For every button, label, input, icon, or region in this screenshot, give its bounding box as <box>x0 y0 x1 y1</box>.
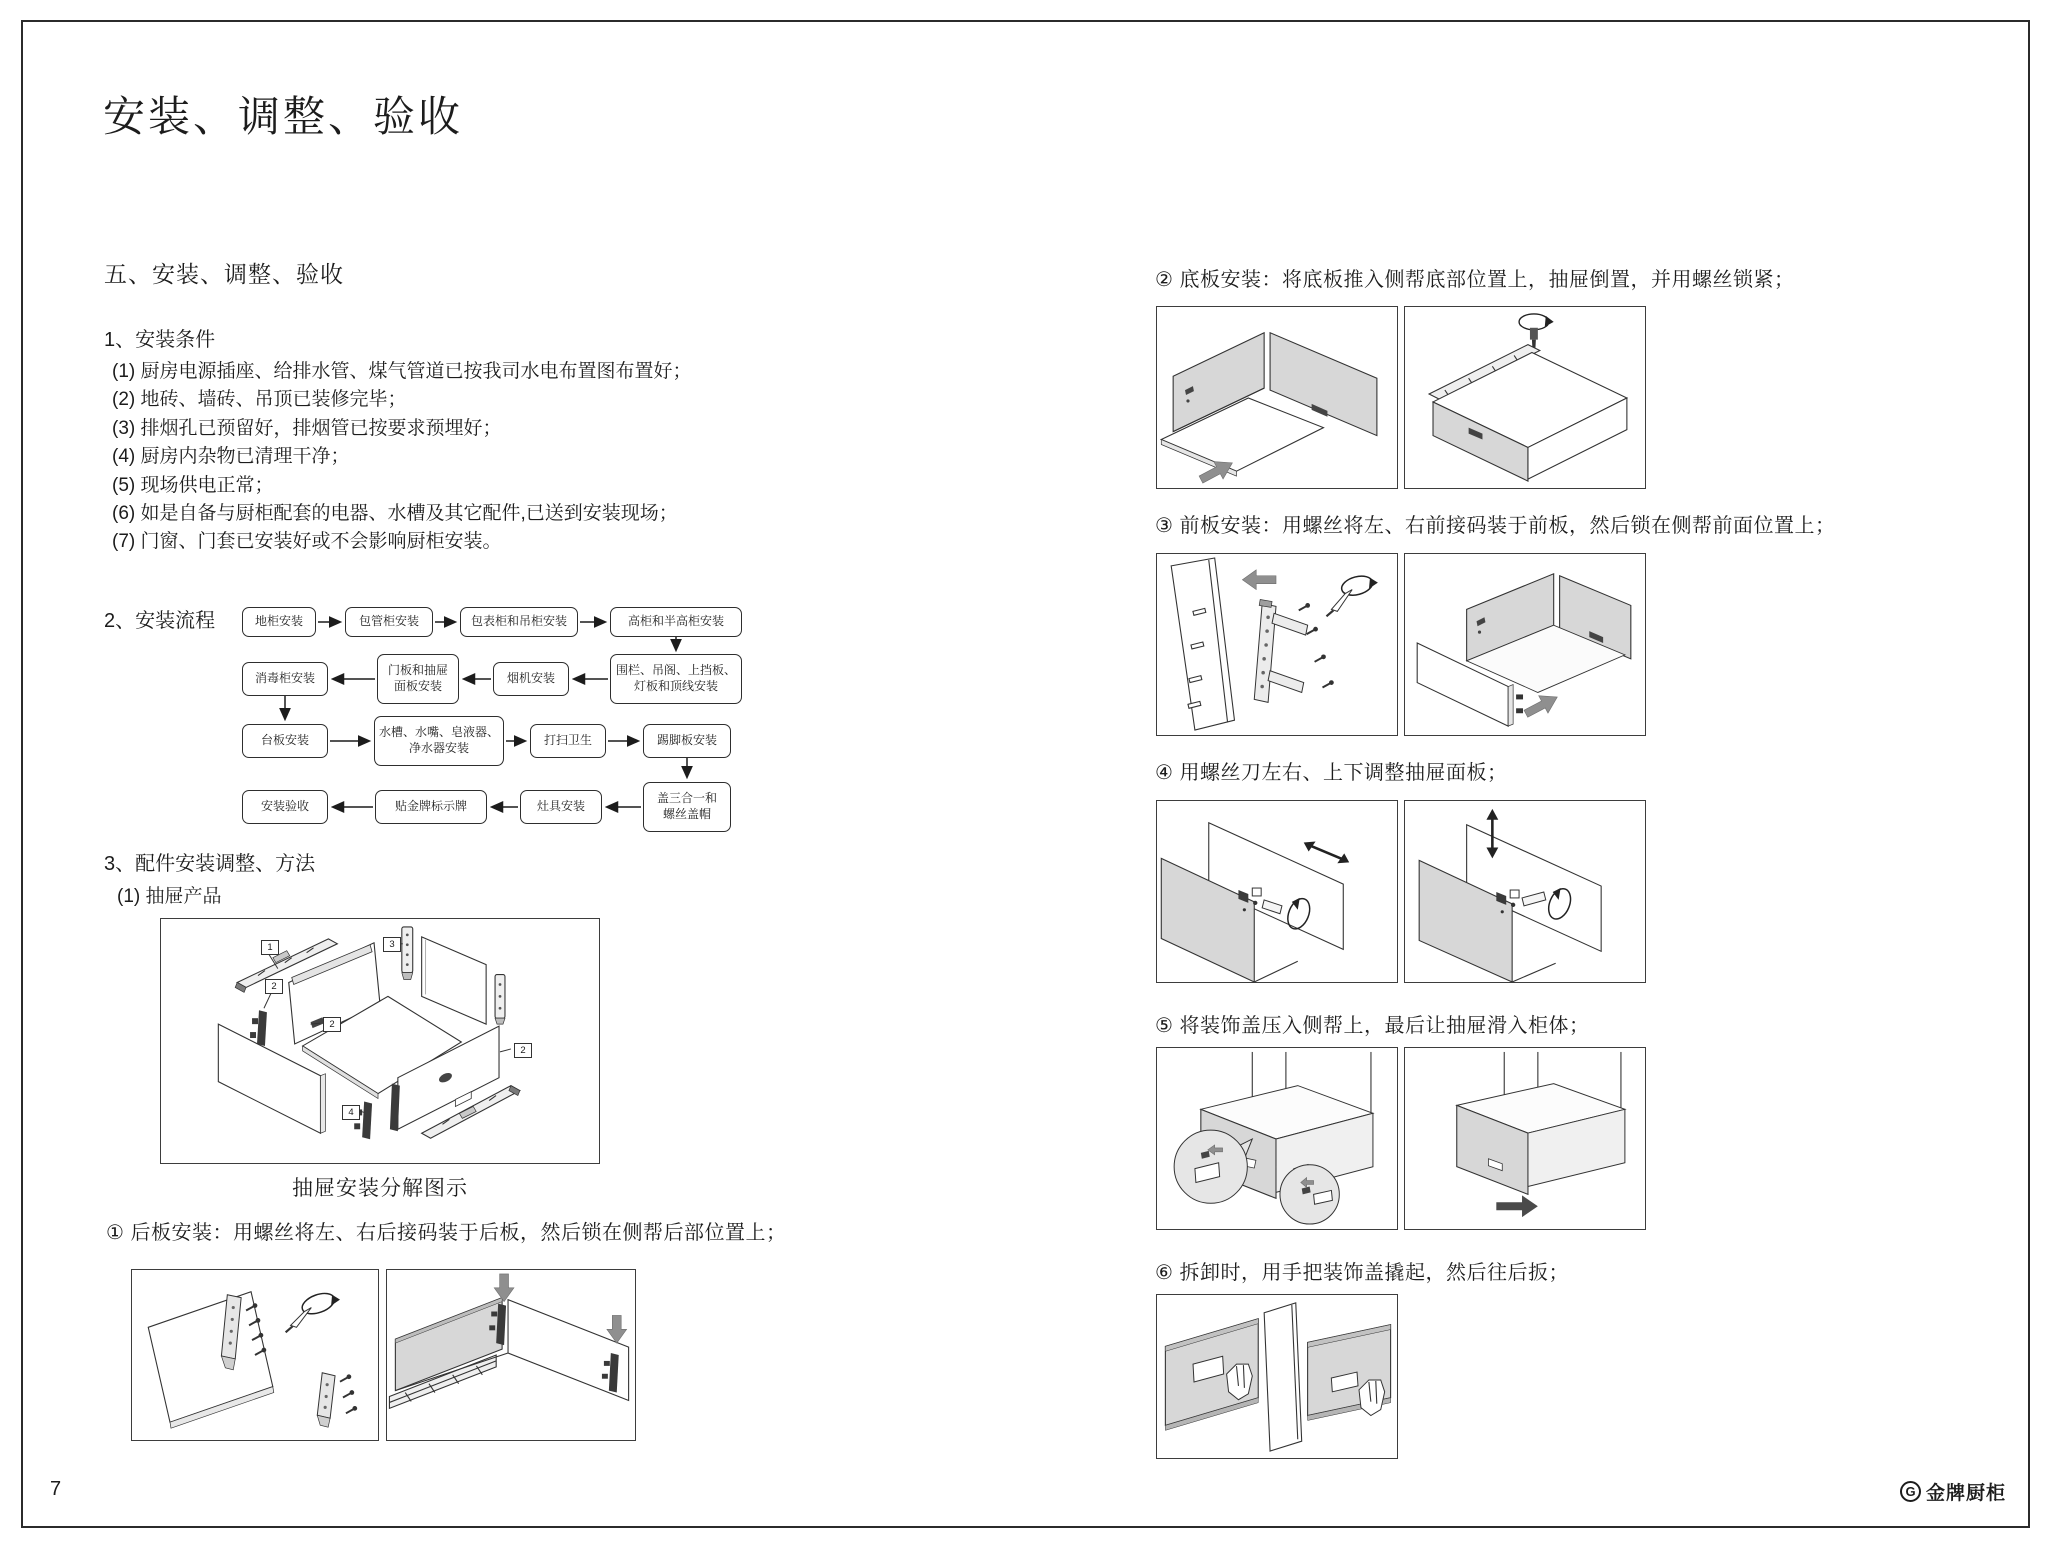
install-flowchart <box>234 601 750 837</box>
screwdriver-icon <box>286 1289 340 1332</box>
drawer-inverted <box>1429 345 1627 481</box>
step4-text: ④ 用螺丝刀左右、上下调整抽屉面板； <box>1155 762 1508 784</box>
condition-item: (3) 排烟孔已预留好，排烟管已按要求预埋好； <box>112 417 502 439</box>
bracket-short <box>317 1373 335 1427</box>
part-tag-2: 2 <box>514 1043 532 1058</box>
heading-install-conditions: 1、安装条件 <box>104 329 216 351</box>
exploded-drawer-diagram <box>160 918 600 1164</box>
illustration-step5-cover-caps <box>1156 1047 1398 1230</box>
exploded-drawing <box>161 919 599 1163</box>
condition-item: (2) 地砖、墙砖、吊顶已装修完毕； <box>112 389 407 411</box>
illustration-step3-front-panel-attach <box>1404 553 1646 736</box>
heading-accessory: 3、配件安装调整、方法 <box>104 853 316 875</box>
heading-drawer-product: (1) 抽屉产品 <box>117 886 222 907</box>
drawer-front-panel <box>218 1024 325 1133</box>
illustration-step3-front-bracket-screws <box>1156 553 1398 736</box>
illustration-step4-adjust-vertical <box>1404 800 1646 983</box>
page-number: 7 <box>50 1478 62 1500</box>
flow-node-cleaning: 打扫卫生 <box>530 724 606 758</box>
illustration-step1-brackets-into-sides <box>386 1269 636 1441</box>
drawer-box <box>1457 1084 1625 1195</box>
flow-node-stove: 灶具安装 <box>520 790 602 824</box>
exploded-caption: 抽屉安装分解图示 <box>292 1177 468 1200</box>
front-bracket <box>1254 599 1307 702</box>
step2-text: ② 底板安装：将底板推入侧帮底部位置上，抽屉倒置，并用螺丝锁紧； <box>1155 269 1795 291</box>
flow-node-brand-plate: 贴金牌标示牌 <box>375 790 487 824</box>
rear-bracket-left <box>250 1010 267 1046</box>
flow-node-door-drawer-panel: 门板和抽屉面板安装 <box>377 654 459 704</box>
push-arrow-icon <box>1521 688 1562 722</box>
step3-text: ③ 前板安装：用螺丝将左、右前接码装于前板，然后锁在侧帮前面位置上； <box>1155 515 1836 537</box>
flow-node-tall-cabinet: 高柜和半高柜安装 <box>610 607 742 637</box>
page-title: 安装、调整、验收 <box>103 93 464 140</box>
condition-item: (6) 如是自备与厨柜配套的电器、水槽及其它配件,已送到安装现场； <box>112 503 678 525</box>
flow-node-rail-top: 围栏、吊阁、上挡板、灯板和顶线安装 <box>610 654 742 704</box>
flow-node-acceptance: 安装验收 <box>242 790 328 824</box>
step1-text: ① 后板安装：用螺丝将左、右后接码装于后板，然后锁在侧帮后部位置上； <box>106 1222 787 1244</box>
illustration-step2-inverted-screwing <box>1404 306 1646 489</box>
section-heading-main: 五、安装、调整、验收 <box>104 261 344 287</box>
back-panel <box>148 1292 274 1428</box>
illustration-step6-remove-cover <box>1156 1294 1398 1459</box>
condition-item: (7) 门窗、门套已安装好或不会影响厨柜安装。 <box>112 531 502 553</box>
part-tag-1: 1 <box>261 940 279 955</box>
condition-item: (4) 厨房内杂物已清理干净； <box>112 446 350 468</box>
brand-logo <box>1900 1478 2006 1505</box>
heading-install-flow: 2、安装流程 <box>104 610 216 632</box>
screws <box>340 1374 357 1413</box>
part-tag-2: 2 <box>323 1017 341 1032</box>
flow-node-base-cabinet: 地柜安装 <box>242 607 316 637</box>
illustration-step1-back-panel-brackets <box>131 1269 379 1441</box>
illustration-step2-bottom-slide-in <box>1156 306 1398 489</box>
cabinet-panel <box>1171 558 1234 730</box>
part-tag-2: 2 <box>265 979 283 994</box>
install-conditions-list <box>112 358 692 557</box>
flow-node-screw-caps: 盖三合一和螺丝盖帽 <box>643 782 731 832</box>
part-tag-4: 4 <box>342 1105 360 1120</box>
divider-panel <box>1264 1303 1302 1451</box>
condition-item: (1) 厨房电源插座、给排水管、煤气管道已按我司水电布置图布置好； <box>112 361 692 382</box>
side-bracket-right <box>495 975 505 1025</box>
flow-node-sterilizer: 消毒柜安装 <box>242 662 328 696</box>
flow-node-pipe-cabinet: 包管柜安装 <box>345 607 433 637</box>
flow-node-sink-faucet: 水槽、水嘴、皂液器、净水器安装 <box>374 716 504 766</box>
brand-g-icon: G <box>1900 1481 1921 1502</box>
double-arrow-horizontal-icon <box>1304 842 1349 864</box>
part-tag-3: 3 <box>383 937 401 952</box>
left-arrow-icon <box>1242 570 1276 590</box>
flow-node-hood: 烟机安装 <box>493 662 569 696</box>
flow-node-kickboard: 踢脚板安装 <box>643 724 731 758</box>
side-bracket-top <box>402 927 413 980</box>
illustration-step4-adjust-horizontal <box>1156 800 1398 983</box>
flow-node-meter-wall-cabinet: 包表柜和吊柜安装 <box>460 607 578 637</box>
condition-item: (5) 现场供电正常； <box>112 474 274 496</box>
slide-arrow-icon <box>1496 1195 1538 1217</box>
hand-icon <box>1359 1380 1385 1416</box>
flow-node-countertop: 台板安装 <box>242 724 328 758</box>
magnifier-detail-2 <box>1280 1165 1339 1224</box>
step5-text: ⑤ 将装饰盖压入侧帮上，最后让抽屉滑入柜体； <box>1155 1015 1590 1037</box>
brand-name: 金牌厨柜 <box>1926 1483 2007 1504</box>
illustration-step5-slide-into-cabinet <box>1404 1047 1646 1230</box>
drawer-side-panel-right <box>422 937 486 1024</box>
step6-text: ⑥ 拆卸时，用手把装饰盖撬起，然后往后扳； <box>1155 1262 1569 1284</box>
screwdriver-icon <box>1326 573 1377 616</box>
